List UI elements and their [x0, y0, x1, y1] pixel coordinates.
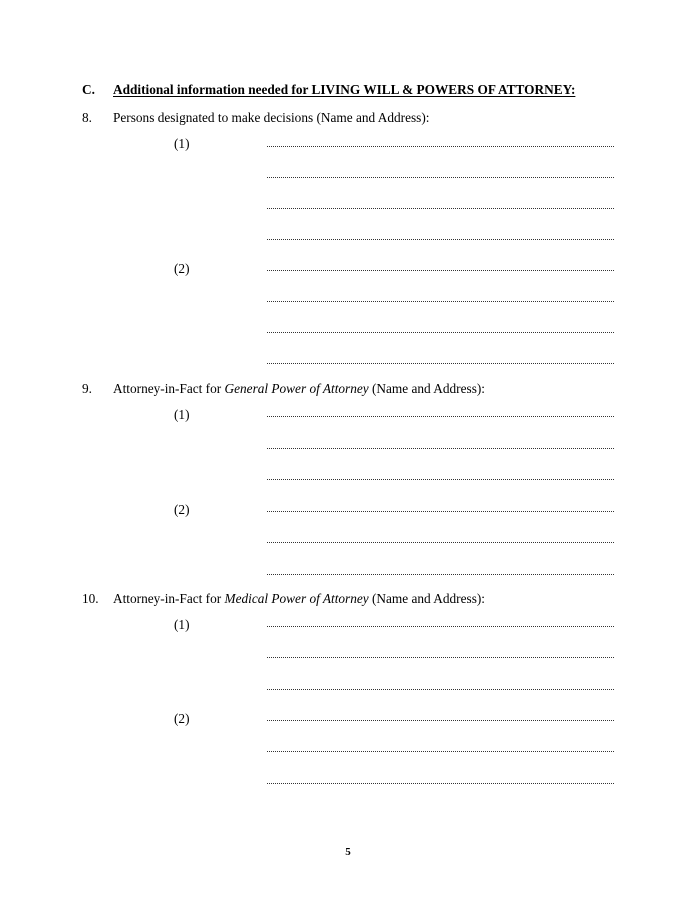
question-10-number: 10.	[82, 591, 99, 606]
q9-entry-1-line-2[interactable]	[267, 448, 614, 449]
q8-entry-2-line-2[interactable]	[267, 301, 614, 302]
q10-entry-2-label: (2)	[174, 711, 190, 726]
q9-entry-2-line-3[interactable]	[267, 574, 614, 575]
section-title: Additional information needed for LIVING WILL & POWERS OF ATTORNEY:	[113, 82, 576, 97]
q8-entry-1-line-3[interactable]	[267, 208, 614, 209]
q8-entry-2-line-1[interactable]	[267, 270, 614, 271]
q8-entry-1-label: (1)	[174, 136, 190, 151]
question-9-number: 9.	[82, 381, 92, 396]
question-10-text	[113, 592, 485, 605]
question-8-text: Persons designated to make decisions (Name and Address):	[113, 110, 430, 125]
q9-entry-1-label: (1)	[174, 407, 190, 422]
q8-entry-1-line-4[interactable]	[267, 239, 614, 240]
q10-entry-2-line-1[interactable]	[267, 720, 614, 721]
q10-entry-1-line-2[interactable]	[267, 657, 614, 658]
question-10-text-italic: Medical Power of Attorney	[224, 591, 369, 606]
q8-entry-1-line-2[interactable]	[267, 177, 614, 178]
q10-entry-1-label: (1)	[174, 617, 190, 632]
question-10-text-before: Attorney-in-Fact for	[113, 591, 225, 606]
q9-entry-2-line-2[interactable]	[267, 542, 614, 543]
q9-entry-2-line-1[interactable]	[267, 511, 614, 512]
question-9-text	[113, 382, 485, 395]
section-letter: C.	[82, 82, 95, 97]
q10-entry-1-line-3[interactable]	[267, 689, 614, 690]
q9-entry-1-line-3[interactable]	[267, 479, 614, 480]
q8-entry-2-label: (2)	[174, 261, 190, 276]
question-10-text-after: (Name and Address):	[368, 591, 485, 606]
q10-entry-2-line-2[interactable]	[267, 751, 614, 752]
q9-entry-2-label: (2)	[174, 502, 190, 517]
question-9-text-before: Attorney-in-Fact for	[113, 381, 225, 396]
q10-entry-2-line-3[interactable]	[267, 783, 614, 784]
question-9-text-italic: General Power of Attorney	[224, 381, 369, 396]
q8-entry-1-line-1[interactable]	[267, 146, 614, 147]
q10-entry-1-line-1[interactable]	[267, 626, 614, 627]
q8-entry-2-line-4[interactable]	[267, 363, 614, 364]
question-8-number: 8.	[82, 110, 92, 125]
question-9-text-after: (Name and Address):	[368, 381, 485, 396]
page-number: 5	[345, 846, 351, 858]
q9-entry-1-line-1[interactable]	[267, 416, 614, 417]
q8-entry-2-line-3[interactable]	[267, 332, 614, 333]
